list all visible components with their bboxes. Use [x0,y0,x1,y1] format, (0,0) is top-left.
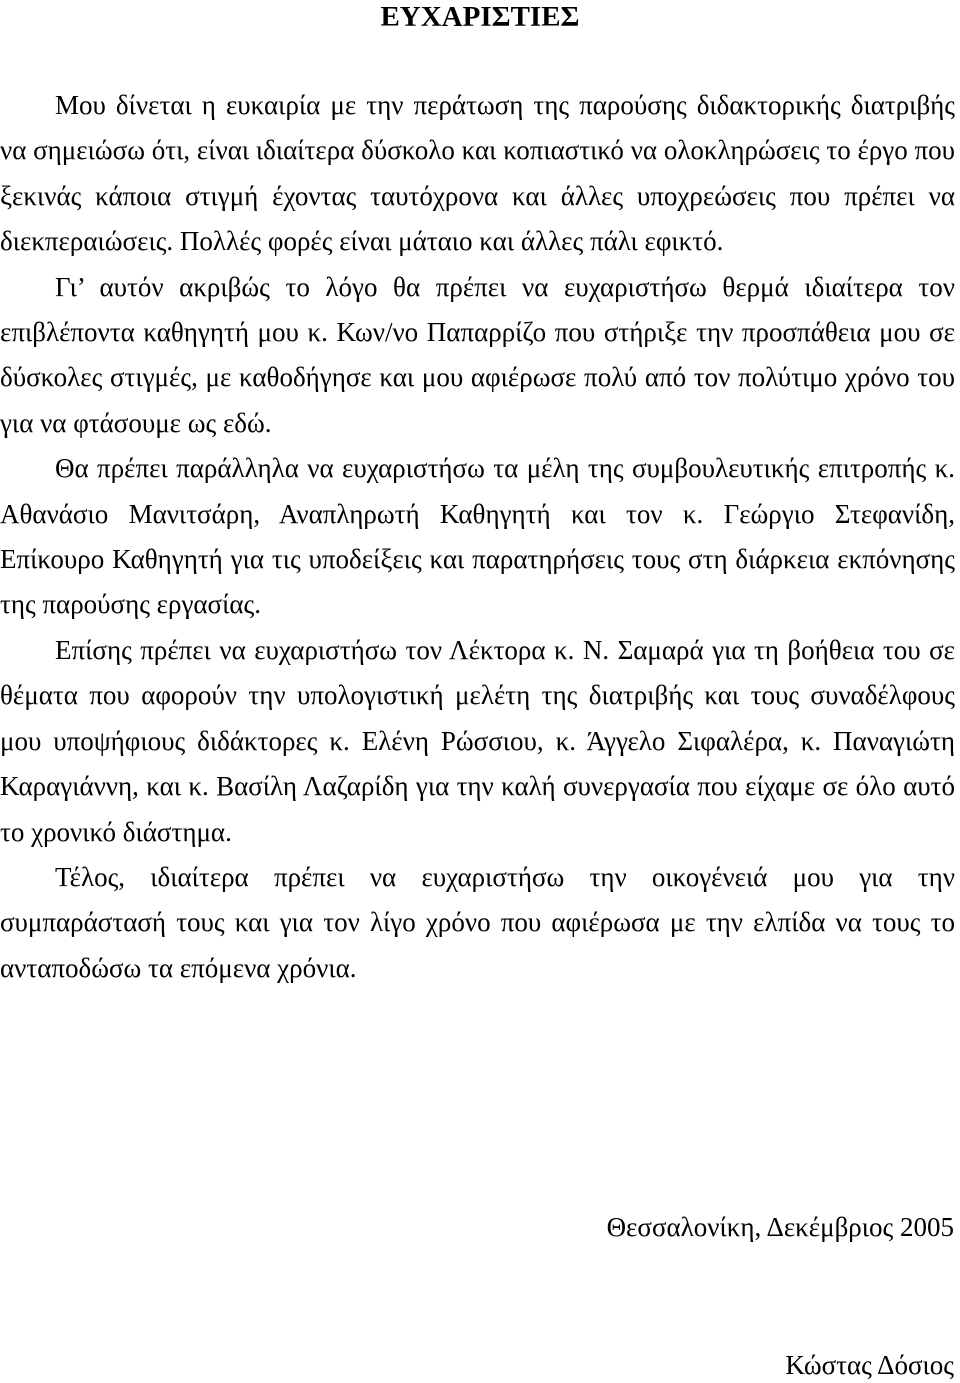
paragraph-2: Γι’ αυτόν ακριβώς το λόγο θα πρέπει να ευχαριστήσω θερμά ιδιαίτερα τον επιβλέποντα καθηγητή μου κ. Κων/νο Παπαρρίζο που στήριξε την προσπάθεια μου σε δύσκολες στιγμές, με καθοδήγησε και μου αφιέρωσε πολύ από τον πολύτιμο χρόνο του για να φτάσουμε ως εδώ. [0,271,955,438]
acknowledgements-body [0,83,955,991]
paragraph-4: Επίσης πρέπει να ευχαριστήσω τον Λέκτορα κ. Ν. Σαμαρά για τη βοήθεια του σε θέματα που αφορούν την υπολογιστική μελέτη της διατριβής και τους συναδέλφους μου υποψήφιους διδάκτορες κ. Ελένη Ρώσσιου, κ. Άγγελο Σιφαλέρα, κ. Παναγιώτη Καραγιάννη, και κ. Βασίλη Λαζαρίδη για την καλή συνεργασία που είχαμε σε όλο αυτό το χρονικό διάστημα. [0,634,955,847]
paragraph-1: Μου δίνεται η ευκαιρία με την περάτωση της παρούσης διδακτορικής διατριβής να σημειώσω ότι, είναι ιδιαίτερα δύσκολο και κοπιαστικό να ολοκληρώσεις το έργο που ξεκινάς κάποια στιγμή έχοντας ταυτόχρονα και άλλες υποχρεώσεις που πρέπει να διεκπεραιώσεις. Πολλές φορές είναι μάταιο και άλλες πάλι εφικτό. [0,90,955,257]
author-signature: Κώστας Δόσιος [785,1350,954,1380]
paragraph-5: Τέλος, ιδιαίτερα πρέπει να ευχαριστήσω την οικογένειά μου για την συμπαράστασή τους και για τον λίγο χρόνο που αφιέρωσα με την ελπίδα να τους το ανταποδώσω τα επόμενα χρόνια. [0,861,955,983]
page-title: ΕΥΧΑΡΙΣΤΙΕΣ [380,1,580,33]
place-date: Θεσσαλονίκη, Δεκέμβριος 2005 [606,1212,954,1242]
paragraph-3: Θα πρέπει παράλληλα να ευχαριστήσω τα μέλη της συμβουλευτικής επιτροπής κ. Αθανάσιο Μανιτσάρη, Αναπληρωτή Καθηγητή και τον κ. Γεώργιο Στεφανίδη, Επίκουρο Καθηγητή για τις υποδείξεις και παρατηρήσεις τους στη διάρκεια εκπόνησης της παρούσης εργασίας. [0,453,955,620]
